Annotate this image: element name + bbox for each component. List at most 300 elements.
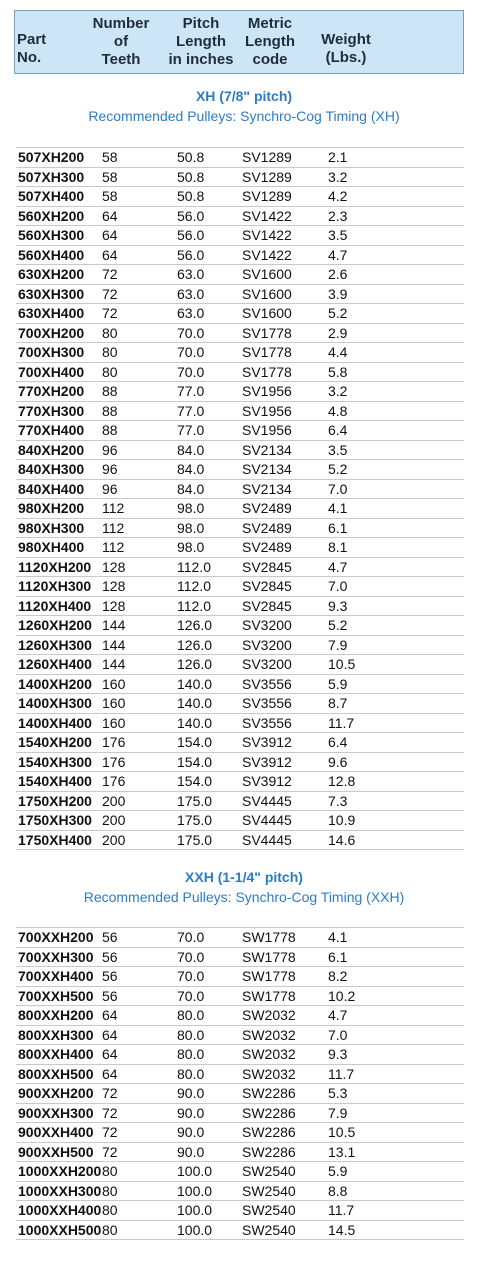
cell-teeth: 64: [102, 1007, 118, 1023]
cell-teeth: 160: [102, 695, 126, 711]
table-row: [16, 1026, 464, 1046]
cell-weight: 9.3: [328, 597, 348, 614]
cell-pitch-length: 80.0: [177, 1026, 205, 1043]
cell-pitch-length: 56.0: [177, 246, 205, 263]
cell-metric-code: SV3200: [242, 636, 292, 653]
table-row: [16, 226, 464, 246]
cell-teeth: 200: [102, 792, 126, 809]
table-row: [16, 285, 464, 305]
cell-teeth: 56: [102, 948, 118, 965]
cell-part-no: 800XXH500: [18, 1065, 94, 1082]
table-row: [16, 148, 464, 168]
cell-metric-code: SV2489: [242, 519, 292, 536]
cell-pitch-length: 140.0: [177, 695, 213, 711]
cell-weight: 7.9: [328, 1104, 348, 1121]
table-row: [16, 363, 464, 383]
header-number-of-teeth: Number of Teeth: [92, 15, 150, 68]
cell-teeth: 58: [102, 188, 118, 204]
cell-weight: 3.5: [328, 441, 348, 458]
cell-part-no: 1750XH400: [18, 831, 92, 848]
table-row: [16, 1006, 464, 1026]
cell-part-no: 1750XH200: [18, 792, 92, 809]
table-row: [16, 1201, 464, 1221]
cell-pitch-length: 154.0: [177, 734, 213, 750]
cell-part-no: 800XXH200: [18, 1007, 94, 1023]
cell-teeth: 144: [102, 617, 126, 633]
cell-weight: 5.2: [328, 617, 348, 633]
table-row: [16, 792, 464, 812]
cell-part-no: 630XH200: [18, 266, 85, 282]
cell-pitch-length: 90.0: [177, 1124, 205, 1140]
xh-belt-table: [16, 147, 464, 850]
cell-weight: 4.7: [328, 558, 348, 575]
cell-weight: 2.6: [328, 266, 348, 282]
table-row: [16, 1143, 464, 1163]
cell-part-no: 1750XH300: [18, 812, 92, 828]
cell-pitch-length: 140.0: [177, 714, 213, 731]
cell-teeth: 64: [102, 207, 118, 224]
section-subtitle-xxh: Recommended Pulleys: Synchro-Cog Timing (XXH): [83, 889, 405, 905]
table-row: [16, 558, 464, 578]
cell-teeth: 176: [102, 734, 126, 750]
table-row: [16, 1162, 464, 1182]
cell-weight: 3.2: [328, 168, 348, 185]
cell-teeth: 128: [102, 597, 126, 614]
cell-metric-code: SV1956: [242, 383, 292, 399]
cell-part-no: 700XXH500: [18, 987, 94, 1004]
cell-part-no: 630XH400: [18, 305, 85, 321]
cell-pitch-length: 90.0: [177, 1085, 205, 1101]
cell-metric-code: SV3556: [242, 714, 292, 731]
table-row: [16, 519, 464, 539]
cell-part-no: 1540XH400: [18, 773, 92, 789]
cell-metric-code: SV1422: [242, 207, 292, 224]
section-title-xxh: XXH (1-1/4" pitch): [185, 869, 303, 885]
cell-part-no: 1540XH200: [18, 734, 92, 750]
table-row: [16, 577, 464, 597]
cell-teeth: 200: [102, 812, 126, 828]
cell-weight: 4.4: [328, 344, 348, 360]
cell-metric-code: SV3200: [242, 656, 292, 672]
cell-part-no: 560XH300: [18, 227, 85, 243]
cell-metric-code: SW2540: [242, 1163, 296, 1179]
table-row: [16, 948, 464, 968]
cell-part-no: 1260XH300: [18, 636, 92, 653]
table-row: [16, 187, 464, 207]
table-row: [16, 831, 464, 851]
cell-weight: 7.3: [328, 792, 348, 809]
table-row: [16, 967, 464, 987]
cell-part-no: 980XH300: [18, 519, 85, 536]
table-row: [16, 753, 464, 773]
cell-weight: 11.7: [328, 1065, 355, 1082]
cell-teeth: 96: [102, 441, 118, 458]
cell-metric-code: SV3556: [242, 695, 292, 711]
cell-weight: 5.9: [328, 675, 348, 692]
cell-teeth: 72: [102, 1143, 118, 1160]
cell-teeth: 80: [102, 344, 118, 360]
table-row: [16, 480, 464, 500]
xxh-belt-table: [16, 927, 464, 1240]
cell-pitch-length: 84.0: [177, 441, 205, 458]
cell-metric-code: SV1289: [242, 149, 292, 165]
table-row: [16, 987, 464, 1007]
cell-teeth: 64: [102, 1046, 118, 1062]
table-row: [16, 460, 464, 480]
cell-teeth: 128: [102, 578, 126, 594]
table-row: [16, 1104, 464, 1124]
cell-weight: 7.9: [328, 636, 348, 653]
cell-metric-code: SV2845: [242, 558, 292, 575]
cell-weight: 10.5: [328, 1124, 356, 1140]
cell-weight: 2.3: [328, 207, 348, 224]
cell-weight: 5.3: [328, 1085, 348, 1101]
cell-weight: 6.4: [328, 734, 348, 750]
table-row: [16, 714, 464, 734]
cell-weight: 2.1: [328, 149, 348, 165]
cell-teeth: 80: [102, 1221, 118, 1238]
cell-metric-code: SV1956: [242, 402, 292, 419]
cell-weight: 12.8: [328, 773, 356, 789]
cell-pitch-length: 112.0: [177, 597, 211, 614]
cell-pitch-length: 98.0: [177, 500, 205, 516]
cell-part-no: 1120XH400: [18, 597, 92, 614]
cell-pitch-length: 112.0: [177, 578, 211, 594]
cell-part-no: 900XXH300: [18, 1104, 94, 1121]
header-pitch-length: Pitch Length in inches: [168, 15, 234, 68]
cell-pitch-length: 70.0: [177, 363, 205, 380]
cell-metric-code: SV2845: [242, 578, 292, 594]
cell-metric-code: SW2032: [242, 1065, 296, 1082]
cell-part-no: 630XH300: [18, 285, 85, 302]
cell-teeth: 56: [102, 929, 118, 945]
cell-weight: 11.7: [328, 1202, 355, 1218]
cell-metric-code: SV1600: [242, 305, 292, 321]
cell-teeth: 58: [102, 168, 118, 185]
cell-weight: 8.2: [328, 968, 348, 984]
cell-teeth: 64: [102, 246, 118, 263]
cell-teeth: 88: [102, 422, 118, 438]
table-row: [16, 1182, 464, 1202]
cell-weight: 7.0: [328, 1026, 348, 1043]
header-metric-length-code: Metric Length code: [245, 15, 295, 68]
cell-pitch-length: 100.0: [177, 1221, 213, 1238]
cell-part-no: 700XXH200: [18, 929, 94, 945]
cell-metric-code: SV2845: [242, 597, 292, 614]
cell-pitch-length: 56.0: [177, 227, 205, 243]
cell-pitch-length: 70.0: [177, 324, 205, 341]
cell-part-no: 840XH300: [18, 461, 85, 477]
cell-weight: 5.2: [328, 305, 348, 321]
cell-part-no: 900XXH500: [18, 1143, 94, 1160]
table-row: [16, 928, 464, 948]
cell-teeth: 58: [102, 149, 118, 165]
cell-part-no: 700XXH300: [18, 948, 94, 965]
cell-teeth: 72: [102, 266, 118, 282]
cell-weight: 4.1: [328, 929, 348, 945]
cell-metric-code: SW2286: [242, 1124, 296, 1140]
cell-part-no: 1120XH200: [18, 558, 92, 575]
cell-teeth: 72: [102, 1124, 118, 1140]
cell-weight: 4.2: [328, 188, 348, 204]
cell-part-no: 507XH400: [18, 188, 85, 204]
cell-metric-code: SV1956: [242, 422, 292, 438]
cell-pitch-length: 100.0: [177, 1182, 213, 1199]
cell-pitch-length: 84.0: [177, 480, 205, 497]
cell-weight: 3.5: [328, 227, 348, 243]
cell-teeth: 72: [102, 1085, 118, 1101]
cell-teeth: 80: [102, 1202, 118, 1218]
cell-pitch-length: 100.0: [177, 1163, 213, 1179]
cell-metric-code: SV3556: [242, 675, 292, 692]
cell-teeth: 88: [102, 402, 118, 419]
cell-metric-code: SW2286: [242, 1143, 296, 1160]
cell-part-no: 770XH200: [18, 383, 85, 399]
cell-part-no: 1400XH400: [18, 714, 92, 731]
table-row: [16, 811, 464, 831]
cell-weight: 10.9: [328, 812, 356, 828]
cell-teeth: 144: [102, 636, 126, 653]
cell-metric-code: SW2032: [242, 1007, 296, 1023]
cell-part-no: 560XH200: [18, 207, 85, 224]
table-row: [16, 694, 464, 714]
cell-pitch-length: 70.0: [177, 948, 205, 965]
cell-metric-code: SV1422: [242, 227, 292, 243]
cell-metric-code: SV1289: [242, 168, 292, 185]
cell-teeth: 88: [102, 383, 118, 399]
cell-weight: 6.1: [328, 519, 348, 536]
cell-metric-code: SW1778: [242, 968, 296, 984]
table-row: [16, 304, 464, 324]
cell-pitch-length: 70.0: [177, 987, 205, 1004]
cell-part-no: 1540XH300: [18, 753, 92, 770]
cell-metric-code: SV2134: [242, 441, 292, 458]
table-row: [16, 499, 464, 519]
cell-weight: 5.2: [328, 461, 348, 477]
cell-part-no: 770XH400: [18, 422, 85, 438]
section-title-xh: XH (7/8" pitch): [195, 88, 293, 104]
table-row: [16, 402, 464, 422]
cell-part-no: 980XH200: [18, 500, 85, 516]
cell-part-no: 700XXH400: [18, 968, 94, 984]
cell-weight: 8.8: [328, 1182, 348, 1199]
cell-part-no: 1000XXH300: [18, 1182, 102, 1199]
cell-teeth: 112: [102, 519, 125, 536]
cell-part-no: 560XH400: [18, 246, 85, 263]
table-row: [16, 1221, 464, 1241]
cell-metric-code: SV2134: [242, 480, 292, 497]
cell-metric-code: SW2540: [242, 1182, 296, 1199]
cell-pitch-length: 80.0: [177, 1046, 205, 1062]
cell-weight: 5.9: [328, 1163, 348, 1179]
cell-teeth: 72: [102, 1104, 118, 1121]
cell-teeth: 56: [102, 968, 118, 984]
cell-metric-code: SV1600: [242, 285, 292, 302]
cell-pitch-length: 50.8: [177, 149, 205, 165]
table-row: [16, 1123, 464, 1143]
cell-part-no: 507XH200: [18, 149, 85, 165]
cell-metric-code: SW2540: [242, 1221, 296, 1238]
cell-pitch-length: 140.0: [177, 675, 213, 692]
cell-weight: 6.4: [328, 422, 348, 438]
cell-pitch-length: 70.0: [177, 929, 205, 945]
cell-teeth: 96: [102, 480, 118, 497]
cell-part-no: 980XH400: [18, 539, 85, 555]
header-part-no: Part No.: [17, 31, 47, 66]
cell-metric-code: SW2540: [242, 1202, 296, 1218]
cell-part-no: 800XXH300: [18, 1026, 94, 1043]
table-header: [14, 10, 464, 74]
cell-pitch-length: 175.0: [177, 812, 213, 828]
table-row: [16, 207, 464, 227]
cell-part-no: 770XH300: [18, 402, 85, 419]
cell-metric-code: SV2489: [242, 539, 292, 555]
cell-teeth: 80: [102, 1182, 118, 1199]
cell-metric-code: SW2032: [242, 1026, 296, 1043]
cell-part-no: 1260XH200: [18, 617, 92, 633]
cell-part-no: 700XH400: [18, 363, 85, 380]
cell-part-no: 700XH200: [18, 324, 85, 341]
table-row: [16, 246, 464, 266]
cell-teeth: 144: [102, 656, 126, 672]
cell-part-no: 800XXH400: [18, 1046, 94, 1062]
table-row: [16, 382, 464, 402]
cell-part-no: 1000XXH400: [18, 1202, 102, 1218]
cell-weight: 8.1: [328, 539, 348, 555]
cell-weight: 10.5: [328, 656, 356, 672]
cell-weight: 7.0: [328, 480, 348, 497]
cell-teeth: 112: [102, 539, 125, 555]
table-row: [16, 265, 464, 285]
cell-weight: 5.8: [328, 363, 348, 380]
table-row: [16, 1045, 464, 1065]
cell-pitch-length: 50.8: [177, 188, 205, 204]
header-weight: Weight (Lbs.): [321, 31, 371, 66]
cell-pitch-length: 63.0: [177, 266, 205, 282]
cell-metric-code: SV2489: [242, 500, 292, 516]
cell-pitch-length: 70.0: [177, 968, 205, 984]
cell-metric-code: SV1778: [242, 363, 292, 380]
cell-metric-code: SV3200: [242, 617, 292, 633]
cell-metric-code: SV1600: [242, 266, 292, 282]
cell-part-no: 840XH200: [18, 441, 85, 458]
cell-pitch-length: 126.0: [177, 617, 213, 633]
cell-metric-code: SV1422: [242, 246, 292, 263]
cell-metric-code: SV3912: [242, 734, 292, 750]
table-row: [16, 636, 464, 656]
cell-pitch-length: 175.0: [177, 792, 213, 809]
table-row: [16, 655, 464, 675]
cell-pitch-length: 63.0: [177, 305, 205, 321]
cell-metric-code: SV1289: [242, 188, 292, 204]
cell-teeth: 176: [102, 773, 126, 789]
cell-pitch-length: 154.0: [177, 773, 213, 789]
cell-pitch-length: 77.0: [177, 383, 205, 399]
table-row: [16, 343, 464, 363]
table-row: [16, 772, 464, 792]
table-row: [16, 324, 464, 344]
cell-teeth: 64: [102, 227, 118, 243]
cell-pitch-length: 77.0: [177, 402, 205, 419]
table-row: [16, 733, 464, 753]
cell-teeth: 64: [102, 1065, 118, 1082]
cell-weight: 14.5: [328, 1221, 356, 1238]
cell-pitch-length: 98.0: [177, 539, 205, 555]
cell-part-no: 700XH300: [18, 344, 85, 360]
cell-metric-code: SW1778: [242, 948, 296, 965]
cell-weight: 8.7: [328, 695, 348, 711]
cell-metric-code: SW2286: [242, 1085, 296, 1101]
cell-pitch-length: 126.0: [177, 656, 213, 672]
cell-weight: 3.9: [328, 285, 348, 302]
cell-pitch-length: 84.0: [177, 461, 205, 477]
cell-metric-code: SV2134: [242, 461, 292, 477]
cell-weight: 4.7: [328, 1007, 348, 1023]
cell-metric-code: SW2286: [242, 1104, 296, 1121]
cell-metric-code: SW1778: [242, 929, 296, 945]
cell-metric-code: SW2032: [242, 1046, 296, 1062]
cell-metric-code: SV1778: [242, 324, 292, 341]
cell-teeth: 72: [102, 285, 118, 302]
table-row: [16, 1065, 464, 1085]
cell-weight: 4.7: [328, 246, 348, 263]
cell-pitch-length: 90.0: [177, 1143, 205, 1160]
table-row: [16, 1084, 464, 1104]
cell-part-no: 1000XXH200: [18, 1163, 102, 1179]
cell-teeth: 176: [102, 753, 126, 770]
cell-teeth: 128: [102, 558, 126, 575]
cell-weight: 2.9: [328, 324, 348, 341]
section-subtitle-xh: Recommended Pulleys: Synchro-Cog Timing (XH): [88, 108, 400, 124]
table-row: [16, 421, 464, 441]
cell-weight: 9.3: [328, 1046, 348, 1062]
cell-pitch-length: 77.0: [177, 422, 205, 438]
cell-pitch-length: 50.8: [177, 168, 205, 185]
cell-teeth: 72: [102, 305, 118, 321]
cell-teeth: 80: [102, 363, 118, 380]
cell-weight: 9.6: [328, 753, 348, 770]
cell-teeth: 200: [102, 831, 126, 848]
cell-pitch-length: 154.0: [177, 753, 213, 770]
cell-metric-code: SV4445: [242, 812, 292, 828]
cell-teeth: 112: [102, 500, 125, 516]
cell-pitch-length: 100.0: [177, 1202, 213, 1218]
cell-metric-code: SV3912: [242, 773, 292, 789]
cell-teeth: 80: [102, 324, 118, 341]
cell-teeth: 160: [102, 675, 126, 692]
cell-pitch-length: 126.0: [177, 636, 213, 653]
cell-pitch-length: 80.0: [177, 1065, 205, 1082]
cell-pitch-length: 112.0: [177, 558, 211, 575]
table-row: [16, 616, 464, 636]
cell-metric-code: SW1778: [242, 987, 296, 1004]
cell-part-no: 1000XXH500: [18, 1221, 102, 1238]
cell-weight: 7.0: [328, 578, 348, 594]
cell-part-no: 840XH400: [18, 480, 85, 497]
table-row: [16, 675, 464, 695]
cell-teeth: 160: [102, 714, 126, 731]
cell-weight: 3.2: [328, 383, 348, 399]
cell-part-no: 900XXH400: [18, 1124, 94, 1140]
cell-weight: 4.8: [328, 402, 348, 419]
cell-pitch-length: 98.0: [177, 519, 205, 536]
cell-pitch-length: 80.0: [177, 1007, 205, 1023]
cell-weight: 13.1: [328, 1143, 356, 1160]
cell-weight: 11.7: [328, 714, 355, 731]
cell-weight: 4.1: [328, 500, 348, 516]
cell-pitch-length: 56.0: [177, 207, 205, 224]
table-row: [16, 538, 464, 558]
